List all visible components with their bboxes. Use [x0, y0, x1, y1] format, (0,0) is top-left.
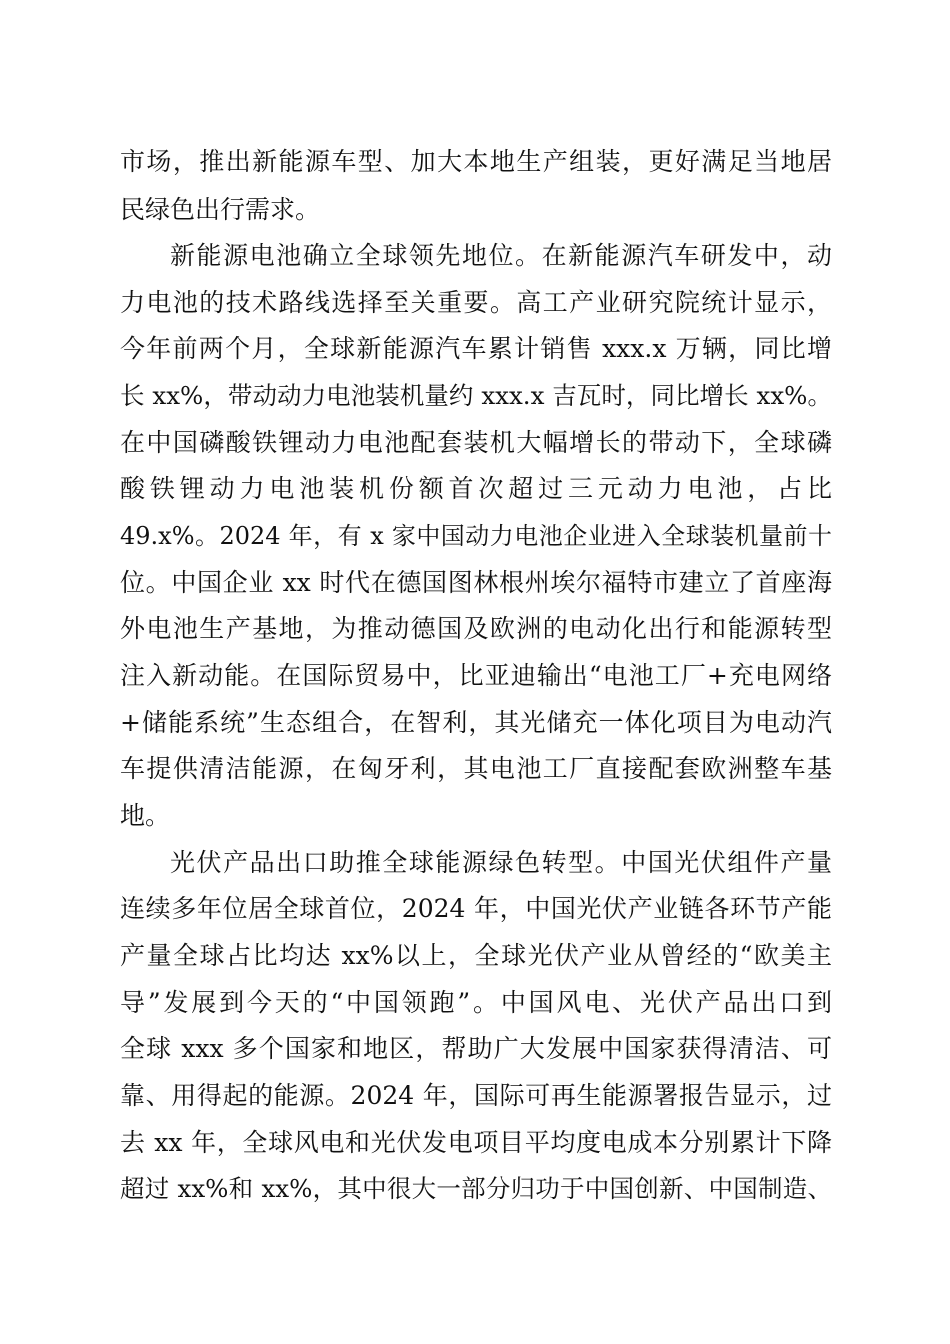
- text-line: 外电池生产基地，为推动德国及欧洲的电动化出行和能源转型: [120, 614, 832, 643]
- text-line: 超过 xx%和 xx%，其中很大一部分归功于中国创新、中国制造、: [120, 1174, 832, 1203]
- text-line: +储能系统”生态组合，在智利，其光储充一体化项目为电动汽: [120, 708, 832, 737]
- text-line: 长 xx%，带动动力电池装机量约 xxx.x 吉瓦时，同比增长 xx%。: [120, 381, 832, 410]
- text-line: 力电池的技术路线选择至关重要。高工产业研究院统计显示，: [120, 288, 832, 317]
- text-line: 酸铁锂动力电池装机份额首次超过三元动力电池，占比: [120, 474, 832, 503]
- text-line: 地。: [120, 801, 171, 830]
- text-line: 位。中国企业 xx 时代在德国图林根州埃尔福特市建立了首座海: [120, 568, 832, 597]
- text-line: 车提供清洁能源，在匈牙利，其电池工厂直接配套欧洲整车基: [120, 754, 832, 783]
- text-line: 注入新动能。在国际贸易中，比亚迪输出“电池工厂+充电网络: [120, 661, 832, 690]
- text-line: 新能源电池确立全球领先地位。在新能源汽车研发中，动: [170, 241, 832, 270]
- text-line: 在中国磷酸铁锂动力电池配套装机大幅增长的带动下，全球磷: [120, 428, 832, 457]
- text-line: 去 xx 年，全球风电和光伏发电项目平均度电成本分别累计下降: [120, 1128, 832, 1157]
- text-line: 民绿色出行需求。: [120, 195, 321, 224]
- text-line: 今年前两个月，全球新能源汽车累计销售 xxx.x 万辆，同比增: [120, 334, 832, 363]
- text-line: 光伏产品出口助推全球能源绿色转型。中国光伏组件产量: [170, 848, 832, 877]
- text-line: 市场，推出新能源车型、加大本地生产组装，更好满足当地居: [120, 147, 832, 176]
- text-line: 全球 xxx 多个国家和地区，帮助广大发展中国家获得清洁、可: [120, 1034, 832, 1063]
- text-line: 连续多年位居全球首位，2024 年，中国光伏产业链各环节产能: [120, 894, 832, 923]
- text-line: 导”发展到今天的“中国领跑”。中国风电、光伏产品出口到: [120, 988, 832, 1017]
- text-line: 产量全球占比均达 xx%以上，全球光伏产业从曾经的“欧美主: [120, 941, 832, 970]
- text-line: 靠、用得起的能源。2024 年，国际可再生能源署报告显示，过: [120, 1081, 832, 1110]
- text-line: 49.x%。2024 年，有 x 家中国动力电池企业进入全球装机量前十: [120, 522, 832, 550]
